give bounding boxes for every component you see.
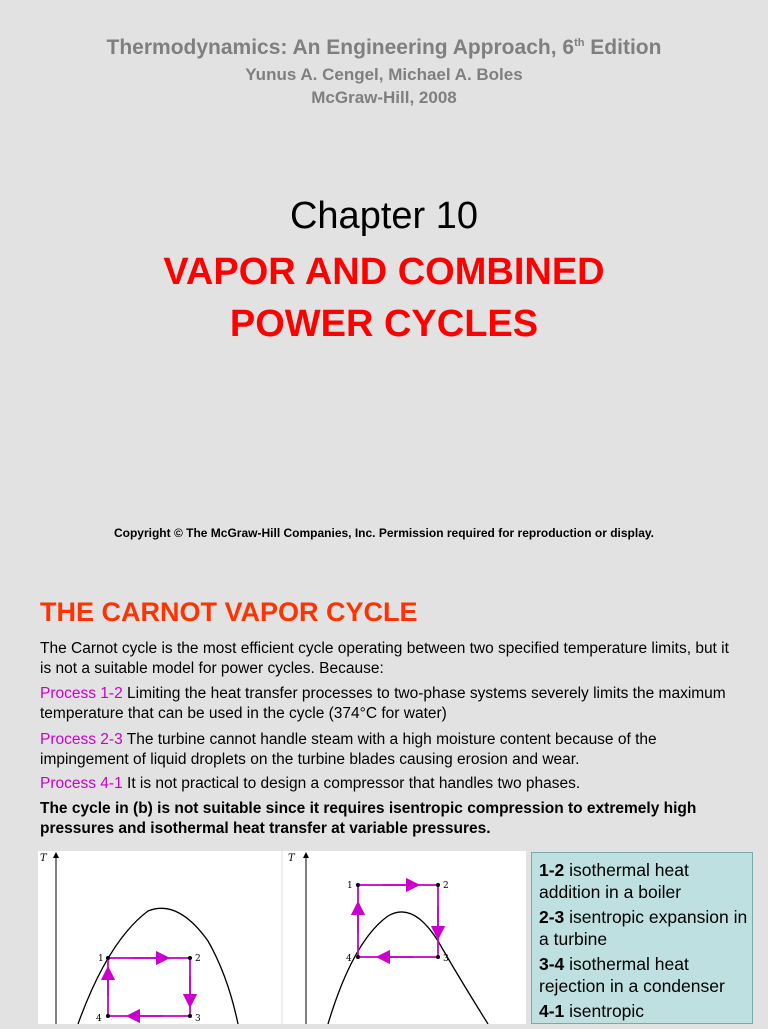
point-label-3b: 3 [443,954,449,964]
chapter-title-line-1: VAPOR AND COMBINED [163,251,605,293]
cycle-a [108,958,190,1016]
ts-diagram-b [288,853,488,1024]
process-text: Limiting the heat transfer processes to two-phase systems severely limits the maximum temperature that can be used in the cycle (374°C for water) [40,685,726,722]
process-legend [531,852,753,1024]
book-title-text: Thermodynamics: An Engineering Approach, 6 [106,36,575,59]
book-title [0,36,768,60]
point-label-4b: 4 [346,954,352,964]
process-text: The turbine cannot handle steam with a high moisture content because of the impingement of liquid droplets on the turbine blades causing erosion and wear. [40,731,657,768]
ts-diagram-a [40,853,238,1024]
legend-item: 4-1 isentropic [539,1001,645,1021]
axis-label-b: T [288,853,295,864]
saturation-dome-a [78,908,238,1024]
conclusion: The cycle in (b) is not suitable since it requires isentropic compression to extremely high pressures and isothermal heat transfer at variable pressures. [40,800,697,837]
chapter-number: Chapter 10 [289,195,478,237]
publisher: McGraw-Hill, 2008 [311,88,457,107]
cycle-b [358,885,438,957]
process-label: Process 1-2 [40,685,123,702]
axis-label-a: T [40,853,47,864]
point-label-1a: 1 [98,954,104,964]
point-label-4a: 4 [96,1014,102,1024]
point-label-3a: 3 [195,1014,201,1024]
authors: Yunus A. Cengel, Michael A. Boles [245,65,523,84]
process-4-1 [40,774,740,794]
process-1-2 [40,684,740,724]
legend-item: 2-3 isentropic expansion in a turbine [539,907,748,949]
book-title-superscript: th [574,37,585,49]
saturation-dome-b [328,912,488,1024]
process-label: Process 2-3 [40,731,123,748]
intro-paragraph: The Carnot cycle is the most efficient cycle operating between two specified temperature limits, but it is not a suitable model for power cycles. Because: [40,640,729,677]
point-label-2a: 2 [195,954,201,964]
point-label-2b: 2 [443,881,449,891]
chapter-title [0,246,768,350]
ts-diagrams-figure [38,851,526,1024]
legend-item: 1-2 isothermal heat addition in a boiler [539,860,689,902]
ts-diagrams [38,851,526,1024]
slide-heading: THE CARNOT VAPOR CYCLE [40,597,418,627]
copyright-notice: Copyright © The McGraw-Hill Companies, Inc. Permission required for reproduction or display. [113,526,655,540]
process-2-3 [40,730,740,770]
content-slide [0,575,768,1024]
chapter-title-line-2: POWER CYCLES [229,303,539,345]
book-title-edition: Edition [584,36,662,59]
legend-item: 3-4 isothermal heat rejection in a condenser [539,954,725,996]
process-text: It is not practical to design a compressor that handles two phases. [122,775,581,792]
process-label: Process 4-1 [40,775,123,792]
point-label-1b: 1 [347,881,353,891]
